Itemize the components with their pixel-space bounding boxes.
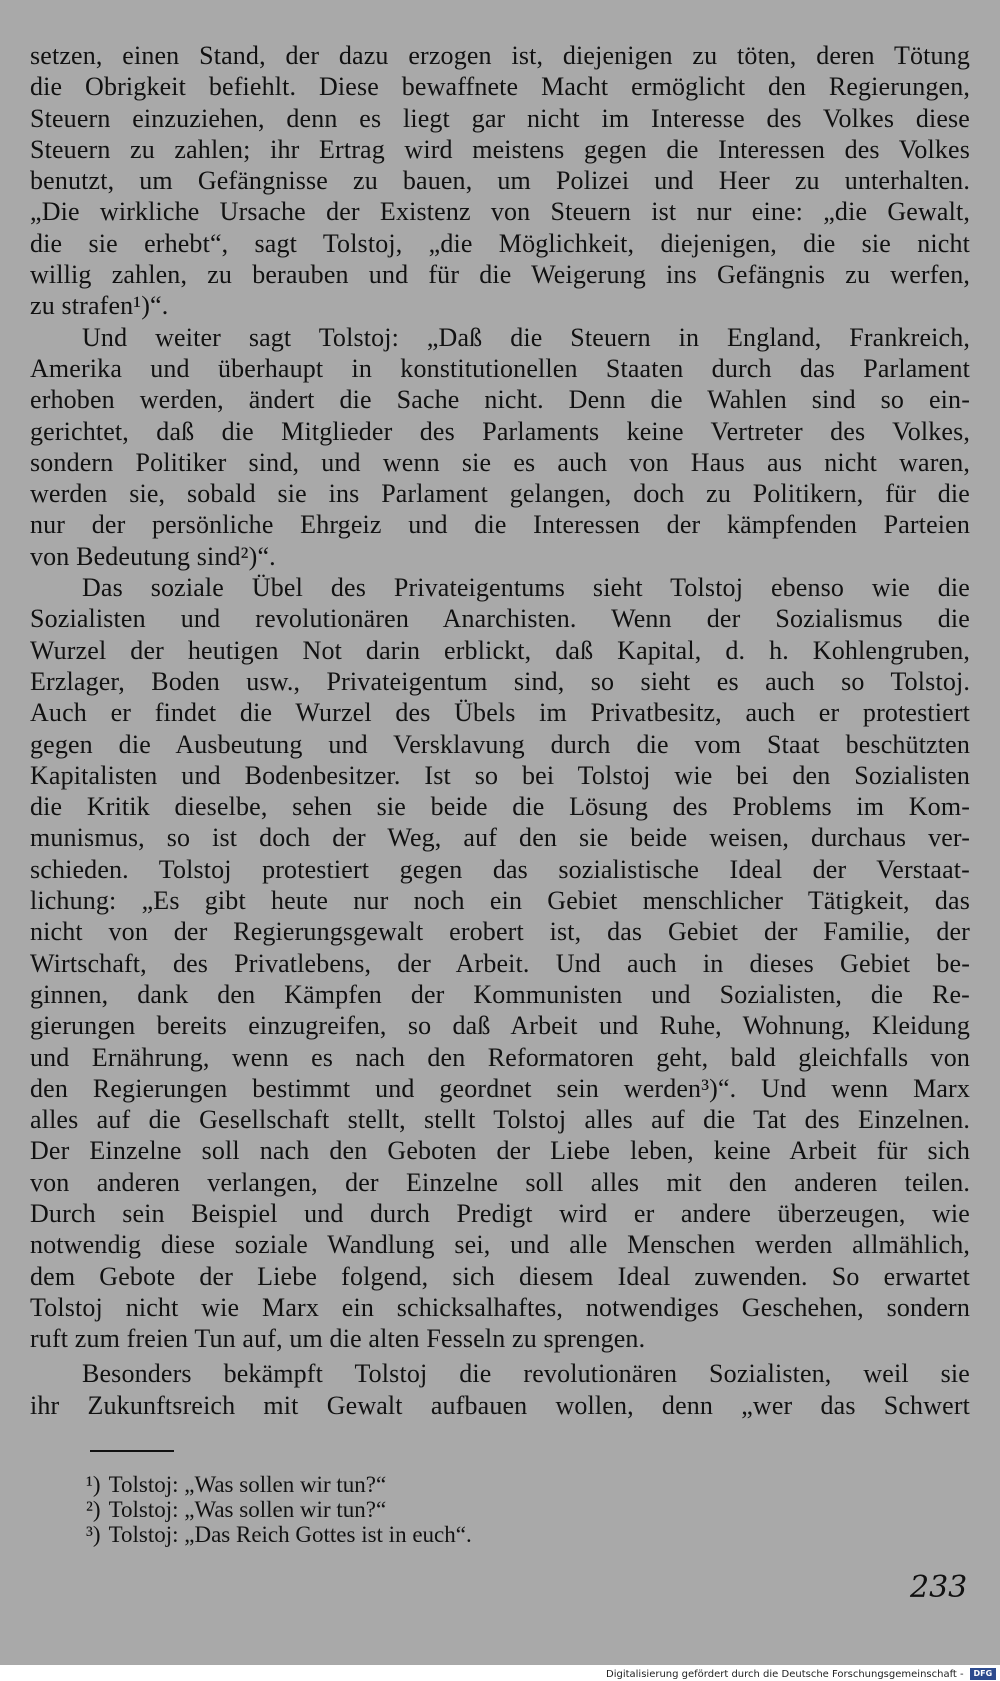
- text-line: notwendig diese soziale Wandlung sei, und alle Menschen werden allmählich,: [30, 1230, 970, 1260]
- text-line: werden sie, sobald sie ins Parlament gelangen, doch zu Politikern, für die: [30, 479, 970, 509]
- text-line: von anderen verlangen, der Einzelne soll alles mit den anderen teilen.: [30, 1167, 970, 1197]
- text-line: setzen, einen Stand, der dazu erzogen ist, diejenigen zu töten, deren Tötung: [30, 41, 970, 70]
- text-line: Und weiter sagt Tolstoj: „Daß die Steuern in England, Frankreich,: [82, 322, 970, 352]
- footnote-mark: ²): [86, 1497, 101, 1522]
- text-line: dem Gebote der Liebe folgend, sich diesem Ideal zuwenden. So erwartet: [30, 1261, 970, 1291]
- footnote-rule: [90, 1450, 174, 1452]
- text-line: gerichtet, daß die Mitglieder des Parlaments keine Vertreter des Volkes,: [30, 416, 970, 446]
- text-line: nur der persönliche Ehrgeiz und die Interessen der kämpfenden Parteien: [30, 510, 970, 540]
- footnote: [86, 1522, 472, 1547]
- text-line: Amerika und überhaupt in konstitutionellen Staaten durch das Parlament: [30, 353, 970, 383]
- text-line: Auch er findet die Wurzel des Übels im Privatbesitz, auch er protestiert: [30, 698, 970, 728]
- text-line: ginnen, dank den Kämpfen der Kommunisten und Sozialisten, die Re-: [30, 979, 970, 1009]
- text-line: gegen die Ausbeutung und Versklavung durch die vom Staat beschützten: [30, 729, 970, 759]
- text-line: sondern Politiker sind, und wenn sie es auch von Haus aus nicht waren,: [30, 447, 970, 477]
- text-line: Wirtschaft, des Privatlebens, der Arbeit. Und auch in dieses Gebiet be-: [30, 948, 970, 978]
- footnotes: [86, 1472, 472, 1547]
- text-line: ihr Zukunftsreich mit Gewalt aufbauen wollen, denn „wer das Schwert: [30, 1390, 970, 1420]
- text-line: nicht von der Regierungsgewalt erobert ist, das Gebiet der Familie, der: [30, 917, 970, 947]
- page-number: 233: [910, 1570, 968, 1605]
- text-line: gierungen bereits einzugreifen, so daß Arbeit und Ruhe, Wohnung, Kleidung: [30, 1011, 970, 1041]
- text-line: alles auf die Gesellschaft stellt, stellt Tolstoj alles auf die Tat des Einzelnen.: [30, 1105, 970, 1135]
- text-line: munismus, so ist doch der Weg, auf den sie beide weisen, durchaus ver-: [30, 823, 970, 853]
- footnote-mark: ³): [86, 1522, 101, 1547]
- text-line: von Bedeutung sind²)“.: [30, 541, 276, 571]
- text-line: zu strafen¹)“.: [30, 291, 169, 321]
- text-line: ruft zum freien Tun auf, um die alten Fesseln zu sprengen.: [30, 1324, 646, 1354]
- text-line: Das soziale Übel des Privateigentums sieht Tolstoj ebenso wie die: [82, 573, 970, 603]
- footnote-mark: ¹): [86, 1472, 101, 1497]
- footnote-text: Tolstoj: „Was sollen wir tun?“: [108, 1472, 387, 1497]
- text-line: Wurzel der heutigen Not darin erblickt, daß Kapital, d. h. Kohlengruben,: [30, 635, 970, 665]
- text-line: die Kritik dieselbe, sehen sie beide die Lösung des Problems im Kom-: [30, 792, 970, 822]
- footnote: [86, 1472, 472, 1497]
- text-line: Erzlager, Boden usw., Privateigentum sind, so sieht es auch so Tolstoj.: [30, 666, 970, 696]
- text-line: Tolstoj nicht wie Marx ein schicksalhaftes, notwendiges Geschehen, sondern: [30, 1292, 970, 1322]
- text-line: erhoben werden, ändert die Sache nicht. Denn die Wahlen sind so ein-: [30, 385, 970, 415]
- dfg-logo: DFG: [970, 1668, 996, 1680]
- text-line: Besonders bekämpft Tolstoj die revolutionären Sozialisten, weil sie: [82, 1359, 970, 1389]
- text-line: den Regierungen bestimmt und geordnet sein werden³)“. Und wenn Marx: [30, 1073, 970, 1103]
- text-line: die sie erhebt“, sagt Tolstoj, „die Möglichkeit, diejenigen, die sie nicht: [30, 228, 970, 258]
- body-text: [30, 40, 970, 1421]
- text-line: willig zahlen, zu berauben und für die Weigerung ins Gefängnis zu werfen,: [30, 260, 970, 290]
- text-line: Kapitalisten und Bodenbesitzer. Ist so bei Tolstoj wie bei den Sozialisten: [30, 760, 970, 790]
- text-line: benutzt, um Gefängnisse zu bauen, um Polizei und Heer zu unterhalten.: [30, 166, 970, 196]
- footnote: [86, 1497, 472, 1522]
- text-line: Steuern zu zahlen; ihr Ertrag wird meistens gegen die Interessen des Volkes: [30, 134, 970, 164]
- text-line: Steuern einzuziehen, denn es liegt gar nicht im Interesse des Volkes diese: [30, 103, 970, 133]
- credit-text: Digitalisierung gefördert durch die Deutsche Forschungsgemeinschaft -: [606, 1669, 964, 1680]
- text-line: Sozialisten und revolutionären Anarchisten. Wenn der Sozialismus die: [30, 604, 970, 634]
- text-line: die Obrigkeit befiehlt. Diese bewaffnete Macht ermöglicht den Regierungen,: [30, 72, 970, 102]
- text-line: Durch sein Beispiel und durch Predigt wird er andere überzeugen, wie: [30, 1198, 970, 1228]
- text-line: und Ernährung, wenn es nach den Reformatoren geht, bald gleichfalls von: [30, 1042, 970, 1072]
- text-line: „Die wirkliche Ursache der Existenz von Steuern ist nur eine: „die Gewalt,: [30, 197, 970, 227]
- footnote-text: Tolstoj: „Was sollen wir tun?“: [108, 1497, 387, 1522]
- text-line: Der Einzelne soll nach den Geboten der Liebe leben, keine Arbeit für sich: [30, 1136, 970, 1166]
- text-line: schieden. Tolstoj protestiert gegen das sozialistische Ideal der Verstaat-: [30, 854, 970, 884]
- text-line: lichung: „Es gibt heute nur noch ein Gebiet menschlicher Tätigkeit, das: [30, 886, 970, 916]
- digitization-credit: [606, 1668, 996, 1681]
- footnote-text: Tolstoj: „Das Reich Gottes ist in euch“.: [108, 1522, 472, 1547]
